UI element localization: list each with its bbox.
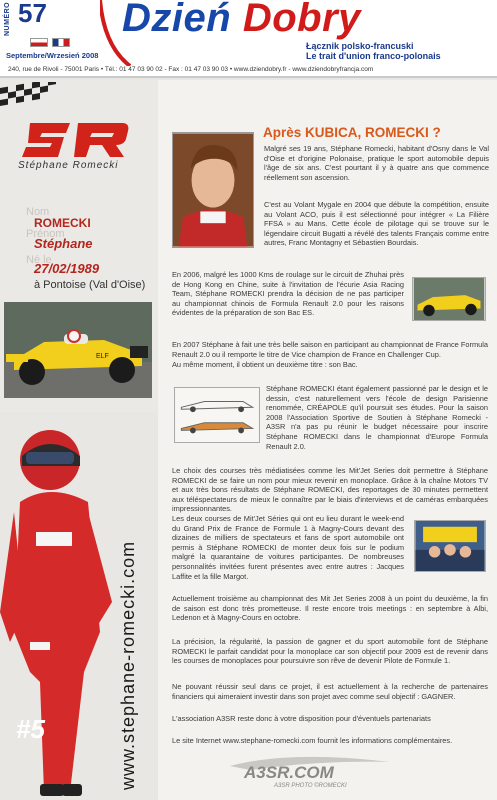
article-paragraph: C'est au Volant Mygale en 2004 que débute la compétition, ensuite au Volant ACO, puis il est sélectionné pour intégrer « La Filière FFSA » au Mans. Cette école de pilotage qui se trouve sur le légendaire circuit Bugatti a révélé des talents Français comme entre autres, Franc Montagny et Sébastien Bourdais. <box>264 200 489 248</box>
race-car-photo <box>412 277 486 321</box>
issue-date: Septembre/Wrzesień 2008 <box>6 51 99 60</box>
birth-date: 27/02/1989 <box>34 261 100 276</box>
article-paragraph: L'association A3SR reste donc à votre disposition pour d'éventuels partenariats <box>172 714 431 723</box>
article-paragraph: Stéphane ROMECKI étant également passionné par le design et le dessin, c'est naturellement vers l'école de design Parisienne renommée, CRÉAPOLE qu'il poursuit ses études. Pour la saison 2008 l'Association Sportive de Soutien à Stéphane Romecki - A3SR n'a pas pu réunir le budget nécessaire pour inscrire Stéphane ROMECKI dans le championnat d'Europe Formula Renault 2.0. <box>266 384 488 451</box>
article-paragraph: Au même moment, il obtient un deuxième titre : son Bac. <box>172 360 358 369</box>
article-paragraph: La précision, la régularité, la passion de gagner et du sport automobile font de Stéphane ROMECKI le parfait candidat pour la monoplace car son objectif pour 2009 est de revenir dans les courses de monoplaces pour poursuivre son rêve de devenir Pilote de Formule 1. <box>172 637 488 666</box>
sr-logo <box>22 117 132 163</box>
a3sr-logo-text: A3SR.COM <box>244 763 334 782</box>
a3sr-logo-subtext: A3SR PHOTO ©ROMECKI <box>274 783 347 788</box>
design-sketch-photo <box>174 387 260 443</box>
vertical-website-url: www.stephane-romecki.com <box>118 540 138 790</box>
tagline-polish: Łącznik polsko-francuski <box>306 41 414 51</box>
polish-flag-icon <box>30 38 48 47</box>
svg-text:ELF: ELF <box>96 353 109 360</box>
flags <box>30 38 72 47</box>
article-paragraph: En 2007 Stéphane à fait une très belle saison en participant au championnat de France Formula Renault 2.0 ou il remporte le titre de Vice champion de France en Challenger Cup. <box>172 340 488 359</box>
car-number-badge: #5 <box>16 714 45 744</box>
article-paragraph: Actuellement troisième au championnat des Mit Jet Series 2008 à un point du deuxième, la fin de saison est donc très prometteuse. Il reste encore trois meetings : en septembre à Albi, Ledenon et à Magny-Cours en octobre. <box>172 594 488 623</box>
driver-first-name: Stéphane <box>34 236 93 251</box>
article-paragraph: Les deux courses de Mit'Jet Séries qui ont eu lieu durant le week-end du Grand Prix de France de Formule 1 à Magny-Cours devant des dizaines de milliers de spectateurs et fans de sport automobile ont permis à Stéphane ROMECKI de monter deux fois sur le podium malgré la quarantaine de voitures participantes. De nombreuses personnalités invitées furent présentes avec entre autres : Jacques Laffite et la fille Margot. <box>172 514 404 581</box>
article-paragraph: Ne pouvant réussir seul dans ce projet, il est actuellement à la recherche de partenaires financiers qui aimeraient investir dans son projet avec comme seul objectif : GAGNER. <box>172 682 488 701</box>
driver-last-name: ROMECKI <box>34 216 91 230</box>
article-paragraph: Le choix des courses très médiatisées comme les Mit'Jet Series doit permettre à Stéphane ROMECKI de se faire un nom pour mieux revenir en monoplace. Grâce à la chaîne Motors TV et aux très bons résultats de Stéphane ROMECKI, des reportages de 30 minutes permettent aux téléspectateurs de mieux le connaître par le biais d'interviews et de caméras embarquées impressionnantes. <box>172 466 488 514</box>
tagline-french: Le trait d'union franco-polonais <box>306 51 441 61</box>
article-paragraph: Le site Internet www.stephane-romecki.com fournit les informations complémentaires. <box>172 736 453 745</box>
brand-title <box>122 0 361 41</box>
article-paragraph: En 2006, malgré les 1000 Kms de roulage sur le circuit de Zhuhai près de Hong Kong en Chine, suite à l'invitation de l'écurie Asia Racing Team, Stéphane ROMECKI prendra la décision de ne pas participer au championnat chinois de Formula Renault 2.0 pour les raisons évidentes de la préparation de son Bac ES. <box>172 270 404 318</box>
numero-label: NUMÉRO <box>4 1 11 36</box>
formula-car-photo <box>4 302 152 398</box>
article-paragraph: Malgré ses 19 ans, Stéphane Romecki, habitant d'Osny dans le Val d'Oise et d'origine Polonaise, pratique le sport automobile depuis l'âge de six ans. C'est pourtant il y à quatre ans que commence réellement son ascension. <box>264 144 489 182</box>
article-title: Après KUBICA, ROMECKI ? <box>263 125 441 140</box>
driver-portrait-photo <box>172 132 254 248</box>
nom-label: Nom <box>26 206 50 218</box>
brand-word-2: Dobry <box>242 0 361 40</box>
checkered-flag-icon <box>0 82 60 106</box>
ne-le-label: Né le <box>26 254 52 266</box>
birth-place: à Pontoise (Val d'Oise) <box>34 279 146 291</box>
prenom-label: Prénom <box>26 228 65 240</box>
address-line: 240, rue de Rivoli - 75001 Paris • Tél.: 01 47 03 90 02 - Fax : 01 47 03 90 03 • www.dziendobry.fr - www.dziendobryfrancja.com <box>8 66 374 73</box>
podium-photo <box>414 520 486 572</box>
brand-word-1: Dzień <box>122 0 232 40</box>
issue-number: 57 <box>18 0 47 28</box>
a3sr-logo <box>210 752 410 788</box>
driver-brand-name: Stéphane Romecki <box>18 160 119 171</box>
french-flag-icon <box>52 38 70 47</box>
